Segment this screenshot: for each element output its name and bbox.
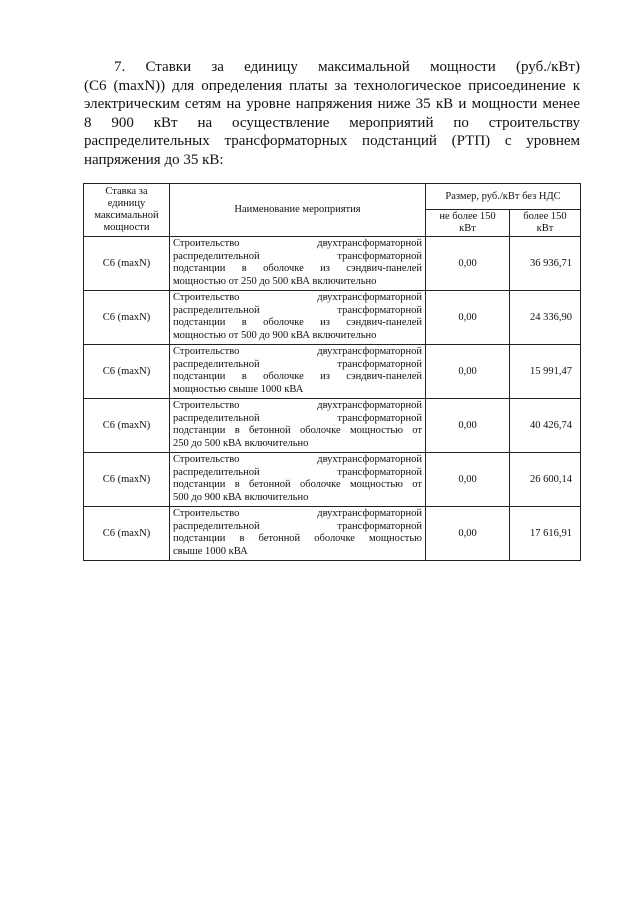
description-line: свыше 1000 кВА bbox=[173, 545, 248, 557]
description-line: 500 до 900 кВА включительно bbox=[173, 491, 309, 503]
header-size: Размер, руб./кВт без НДС bbox=[426, 184, 581, 210]
description-line: мощностью от 250 до 500 кВА включительно bbox=[173, 275, 377, 287]
description-line: Строительство двухтрансформаторной bbox=[173, 238, 422, 249]
description-cell bbox=[170, 453, 426, 507]
rate-cell: C6 (maxN) bbox=[84, 291, 170, 345]
description-line: подстанции в оболочке из сэндвич-панелей bbox=[173, 263, 422, 275]
value-gt150-cell: 24 336,90 bbox=[510, 291, 581, 345]
heading-line: 8 900 кВт на осуществление мероприятий по строительству bbox=[84, 114, 580, 131]
description-line: Строительство двухтрансформаторной bbox=[173, 508, 422, 519]
heading-line: напряжения до 35 кВ: bbox=[84, 151, 224, 168]
header-gt150: более 150 кВт bbox=[510, 210, 581, 237]
rate-cell: C6 (maxN) bbox=[84, 345, 170, 399]
description-line: распределительной трансформаторной bbox=[173, 412, 422, 424]
value-gt150-cell: 15 991,47 bbox=[510, 345, 581, 399]
rate-cell: C6 (maxN) bbox=[84, 237, 170, 291]
value-gt150-cell: 36 936,71 bbox=[510, 237, 581, 291]
table-row bbox=[84, 345, 581, 399]
value-gt150-cell: 26 600,14 bbox=[510, 453, 581, 507]
description-line: подстанции в оболочке из сэндвич-панелей bbox=[173, 317, 422, 329]
rate-cell: C6 (maxN) bbox=[84, 453, 170, 507]
description-line: 250 до 500 кВА включительно bbox=[173, 437, 309, 449]
description-line: подстанции в оболочке из сэндвич-панелей bbox=[173, 371, 422, 383]
heading-line: (C6 (maxN)) для определения платы за технологическое присоединение к bbox=[84, 77, 580, 94]
table-row bbox=[84, 399, 581, 453]
description-line: подстанции в бетонной оболочке мощностью от bbox=[173, 425, 422, 437]
value-le150-cell: 0,00 bbox=[426, 453, 510, 507]
heading-line: электрическим сетям на уровне напряжения ниже 35 кВ и мощности менее bbox=[84, 96, 580, 112]
description-line: Строительство двухтрансформаторной bbox=[173, 400, 422, 411]
description-line: мощностью свыше 1000 кВА bbox=[173, 383, 304, 395]
heading-line: 7. Ставки за единицу максимальной мощности (руб./кВт) bbox=[114, 59, 580, 75]
header-le150: не более 150 кВт bbox=[426, 210, 510, 237]
description-line: распределительной трансформаторной bbox=[173, 520, 422, 532]
rate-cell: C6 (maxN) bbox=[84, 507, 170, 561]
table-row bbox=[84, 291, 581, 345]
value-le150-cell: 0,00 bbox=[426, 291, 510, 345]
rate-cell: C6 (maxN) bbox=[84, 399, 170, 453]
value-le150-cell: 0,00 bbox=[426, 345, 510, 399]
table-row bbox=[84, 507, 581, 561]
value-le150-cell: 0,00 bbox=[426, 237, 510, 291]
description-line: Строительство двухтрансформаторной bbox=[173, 454, 422, 465]
value-gt150-cell: 40 426,74 bbox=[510, 399, 581, 453]
rates-table bbox=[83, 183, 581, 561]
value-gt150-cell: 17 616,91 bbox=[510, 507, 581, 561]
description-line: Строительство двухтрансформаторной bbox=[173, 346, 422, 357]
description-cell bbox=[170, 399, 426, 453]
description-line: распределительной трансформаторной bbox=[173, 250, 422, 262]
description-cell bbox=[170, 345, 426, 399]
header-name: Наименование мероприятия bbox=[170, 184, 426, 237]
table-row bbox=[84, 237, 581, 291]
description-line: распределительной трансформаторной bbox=[173, 466, 422, 478]
description-cell bbox=[170, 507, 426, 561]
section-heading bbox=[84, 58, 580, 169]
heading-line: распределительных трансформаторных подстанций (РТП) с уровнем bbox=[84, 133, 580, 149]
description-line: распределительной трансформаторной bbox=[173, 358, 422, 370]
description-line: подстанции в бетонной оболочке мощностью bbox=[173, 533, 422, 545]
header-rate: Ставка за единицу максимальной мощности bbox=[84, 184, 170, 237]
description-line: подстанции в бетонной оболочке мощностью от bbox=[173, 479, 422, 491]
value-le150-cell: 0,00 bbox=[426, 507, 510, 561]
value-le150-cell: 0,00 bbox=[426, 399, 510, 453]
description-line: Строительство двухтрансформаторной bbox=[173, 292, 422, 303]
description-line: мощностью от 500 до 900 кВА включительно bbox=[173, 329, 377, 341]
description-line: распределительной трансформаторной bbox=[173, 304, 422, 316]
description-cell bbox=[170, 291, 426, 345]
table-row bbox=[84, 453, 581, 507]
description-cell bbox=[170, 237, 426, 291]
